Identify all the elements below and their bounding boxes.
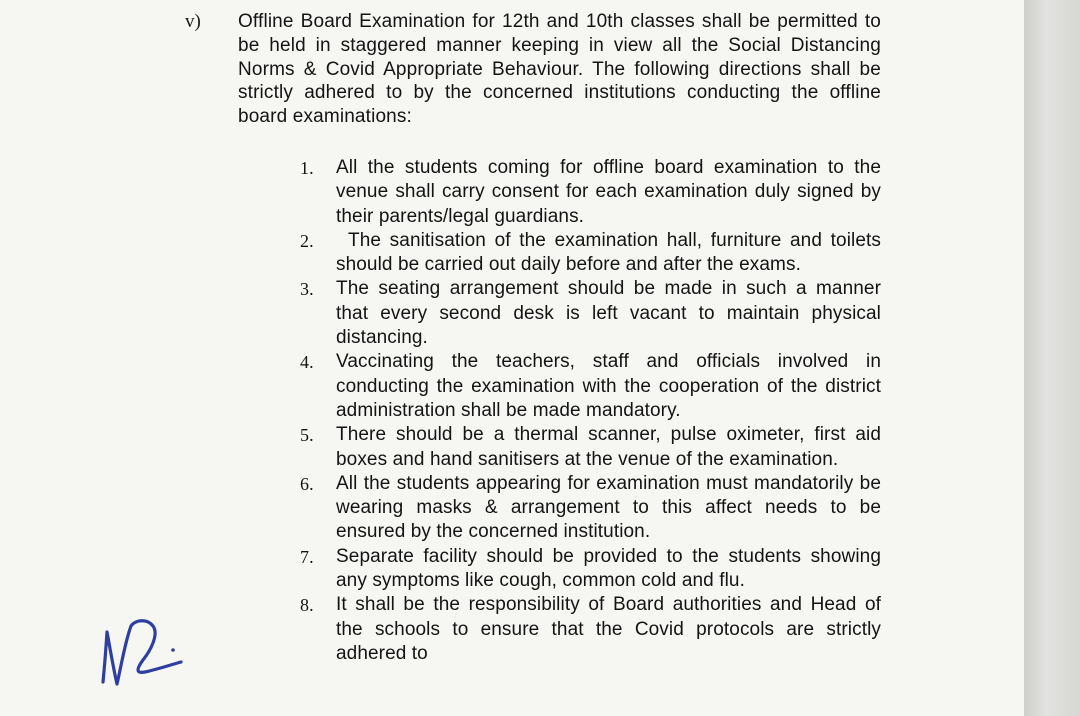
handwritten-initials xyxy=(95,612,185,692)
list-item-number: 5. xyxy=(300,425,314,446)
list-item-text: All the students coming for offline board examination to the venue shall carry consent for each examination duly signed by their parents/legal guardians. xyxy=(336,157,881,227)
list-item-text: The sanitisation of the examination hall, furniture and toilets should be carried out daily before and after the exams. xyxy=(336,229,881,276)
paragraph-body: Offline Board Examination for 12th and 10th classes shall be permitted to be held in staggered manner keeping in view all the Social Distancing Norms & Covid Appropriate Behaviour. The following directions shall be strictly adhered to by the concerned institutions conducting the offline board examinations: xyxy=(238,11,881,128)
directions-list xyxy=(290,156,881,666)
list-item xyxy=(290,277,881,350)
list-item-number: 3. xyxy=(300,279,314,300)
list-item-text: Vaccinating the teachers, staff and officials involved in conducting the examination with the cooperation of the district administration shall be made mandatory. xyxy=(336,351,881,421)
scan-margin xyxy=(1024,0,1080,716)
list-item xyxy=(290,472,881,545)
paragraph-label: v) xyxy=(185,11,201,32)
list-item xyxy=(290,229,881,278)
list-item xyxy=(290,156,881,229)
list-item-number: 6. xyxy=(300,473,314,494)
list-item xyxy=(290,350,881,423)
list-item-number: 4. xyxy=(300,352,314,373)
list-item-text: All the students appearing for examination must mandatorily be wearing masks & arrangement to this affect needs to be ensured by the concerned institution. xyxy=(336,472,881,543)
list-item-text: There should be a thermal scanner, pulse oximeter, first aid boxes and hand sanitisers at the venue of the examination. xyxy=(336,424,881,470)
list-item xyxy=(290,545,881,594)
list-item-text: It shall be the responsibility of Board authorities and Head of the schools to ensure that the Covid protocols are strictly adhered to xyxy=(336,594,881,664)
list-item-number: 8. xyxy=(300,595,314,616)
list-item-number: 1. xyxy=(300,158,314,178)
list-item-number: 7. xyxy=(300,546,314,567)
list-item xyxy=(290,423,881,472)
list-item-text: Separate facility should be provided to the students showing any symptoms like cough, common cold and flu. xyxy=(336,545,881,592)
list-item xyxy=(290,593,881,666)
list-item-number: 2. xyxy=(300,230,314,251)
list-item-text: The seating arrangement should be made in such a manner that every second desk is left vacant to maintain physical distancing. xyxy=(336,278,881,349)
